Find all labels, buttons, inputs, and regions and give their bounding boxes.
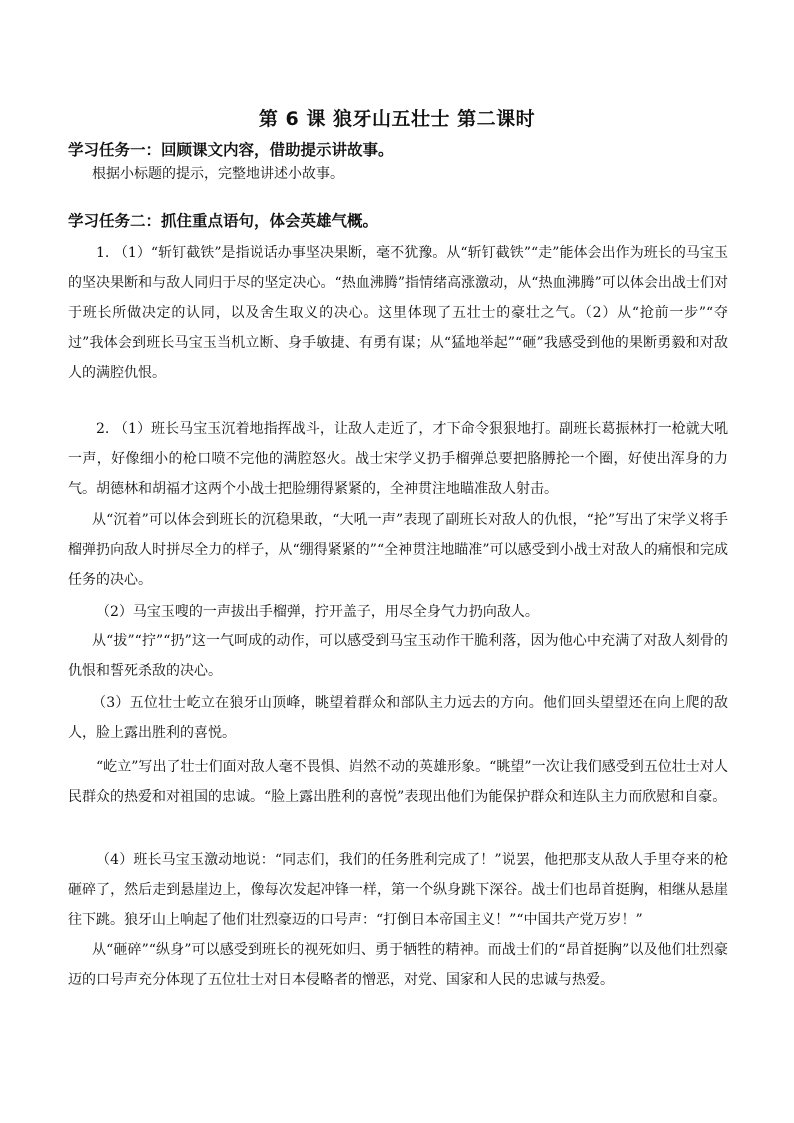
paragraph-1: 1. （1）“斩钉截铁”是指说话办事坚决果断，毫不犹豫。从“斩钉截铁”“走”能体会出作为班长的马宝玉的坚决果断和与敌人同归于尽的坚定决心。“热血沸腾”指情绪高涨激动，从“热血沸腾”可以体会出战士们对于班长所做决定的认同，以及舍生取义的决心。这里体现了五壮士的豪壮之气。（2）从“抢前一步”“夺过”我体会到班长马宝玉当机立断、身手敏捷、有勇有谋；从“猛地举起”“砸”我感受到他的果断勇毅和对敌人的满腔仇恨。 — [68, 245, 728, 381]
paragraph-7: “屹立”写出了壮士们面对敌人毫不畏惧、岿然不动的英雄形象。“眺望”一次让我们感受到五位壮士对人民群众的热爱和对祖国的忠诚。“脸上露出胜利的喜悦”表现出他们为能保护群众和连队主力而欣慰和自豪。 — [68, 759, 728, 805]
paragraph-5: 从“拔”“拧”“扔”这一气呵成的动作，可以感受到马宝玉动作干脆利落，因为他心中充满了对敌人刻骨的仇恨和誓死杀敌的决心。 — [68, 633, 728, 679]
paragraph-6: （3）五位壮士屹立在狼牙山顶峰，眺望着群众和部队主力远去的方向。他们回头望望还在向上爬的敌人，脸上露出胜利的喜悦。 — [68, 695, 728, 741]
paragraph-3: 从“沉着”可以体会到班长的沉稳果敢，“大吼一声”表现了副班长对敌人的仇恨，“抡”写出了宋学义将手榴弹扔向敌人时拼尽全力的样子，从“绷得紧紧的”“全神贯注地瞄准”可以感受到小战士对敌人的痛恨和完成任务的决心。 — [68, 512, 728, 588]
task2-heading: 学习任务二：抓住重点语句，体会英雄气概。 — [68, 212, 379, 230]
paragraph-4: （2）马宝玉嗖的一声拔出手榴弹，拧开盖子，用尽全身气力扔向敌人。 — [96, 604, 539, 620]
paragraph-2: 2. （1）班长马宝玉沉着地指挥战斗，让敌人走近了，才下命令狠狠地打。副班长葛振林打一枪就大吼一声，好像细小的枪口喷不完他的满腔怒火。战士宋学义扔手榴弹总要把胳膊抡一个圈，好使出浑身的力气。胡德林和胡福才这两个小战士把脸绷得紧紧的，全神贯注地瞄准敌人射击。 — [68, 421, 728, 497]
task1-heading: 学习任务一：回顾课文内容，借助提示讲故事。 — [68, 141, 394, 159]
task1-text: 根据小标题的提示，完整地讲述小故事。 — [92, 166, 344, 182]
lesson-title: 第 6 课 狼牙山五壮士 第二课时 — [258, 108, 536, 130]
paragraph-8: （4）班长马宝玉激动地说：“同志们，我们的任务胜利完成了！”说罢，他把那支从敌人手里夺来的枪砸碎了，然后走到悬崖边上，像每次发起冲锋一样，第一个纵身跳下深谷。战士们也昂首挺胸，相继从悬崖往下跳。狼牙山上响起了他们壮烈豪迈的口号声：“打倒日本帝国主义！”“中国共产党万岁！” — [68, 852, 728, 928]
paragraph-9: 从“砸碎”“纵身”可以感受到班长的视死如归、勇于牺牲的精神。而战士们的“昂首挺胸”以及他们壮烈豪迈的口号声充分体现了五位壮士对日本侵略者的憎恶，对党、国家和人民的忠诚与热爱。 — [68, 942, 728, 988]
